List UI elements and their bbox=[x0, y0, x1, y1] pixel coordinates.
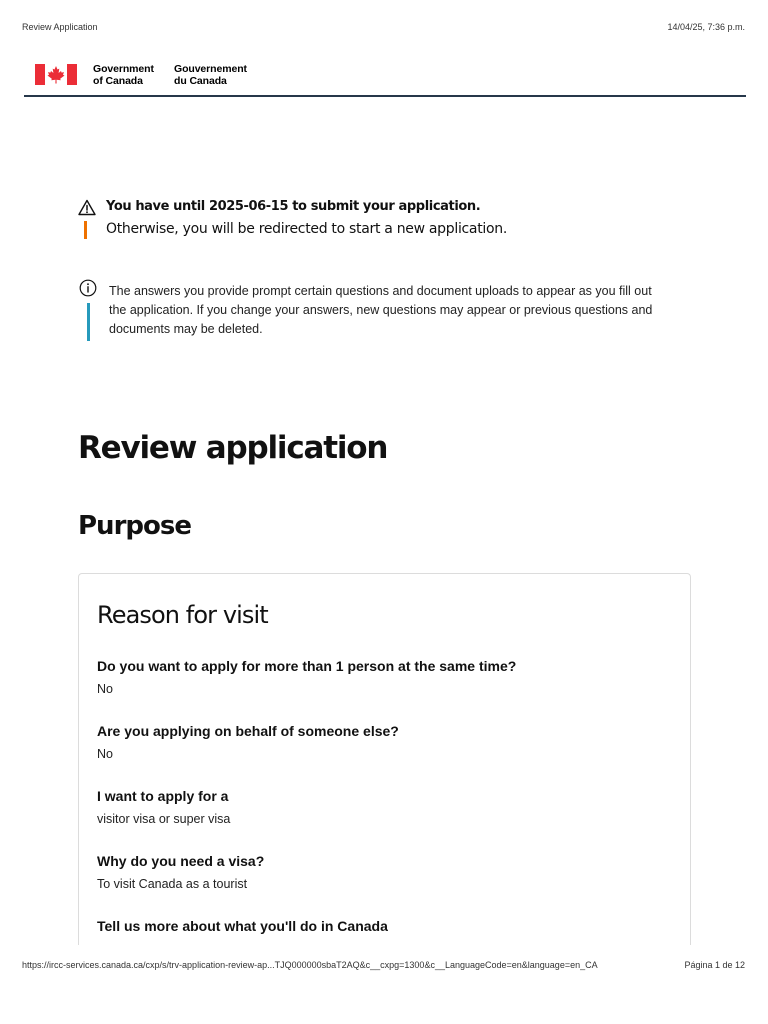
section-title-purpose: Purpose bbox=[78, 511, 191, 541]
review-question: I want to apply for a bbox=[97, 788, 229, 804]
signature-english-line-1: Government bbox=[93, 63, 154, 75]
info-accent-bar bbox=[87, 303, 90, 341]
card-title: Reason for visit bbox=[97, 601, 268, 629]
info-circle-icon bbox=[79, 279, 97, 297]
review-question: Do you want to apply for more than 1 person at the same time? bbox=[97, 658, 517, 674]
page-title: Review application bbox=[78, 430, 388, 466]
signature-french bbox=[174, 63, 247, 87]
reason-for-visit-card bbox=[78, 573, 691, 974]
warning-body: Otherwise, you will be redirected to start a new application. bbox=[106, 221, 507, 237]
info-body: The answers you provide prompt certain questions and document uploads to appear as you fill out the application. If you change your answers, new questions may appear or previous questions and documents may be deleted. bbox=[109, 284, 653, 336]
review-answer: No bbox=[97, 682, 113, 696]
review-item-on-behalf bbox=[97, 723, 399, 761]
review-answer: visitor visa or super visa bbox=[97, 812, 231, 826]
review-question: Why do you need a visa? bbox=[97, 853, 265, 869]
signature-french-line-1: Gouvernement bbox=[174, 63, 247, 75]
review-question: Tell us more about what you'll do in Canada bbox=[97, 918, 388, 934]
review-item-apply-for bbox=[97, 788, 230, 826]
review-item-why-visa bbox=[97, 853, 264, 891]
print-footer-url: https://ircc-services.canada.ca/cxp/s/trv-application-review-ap...TJQ000000sbaT2AQ&c__cxpg=1300&c__LanguageCode=en&language=en_CA bbox=[22, 960, 598, 970]
review-answer: To visit Canada as a tourist bbox=[97, 877, 248, 891]
warning-accent-bar bbox=[84, 221, 87, 239]
print-footer-page-number: Página 1 de 12 bbox=[684, 960, 745, 970]
review-answer: No bbox=[97, 747, 113, 761]
government-header bbox=[24, 58, 746, 97]
warning-triangle-icon bbox=[78, 199, 96, 216]
review-item-multiple-persons bbox=[97, 658, 516, 696]
signature-english-line-2: of Canada bbox=[93, 75, 143, 87]
warning-title: You have until 2025-06-15 to submit your application. bbox=[106, 199, 481, 214]
print-header-datetime: 14/04/25, 7:36 p.m. bbox=[667, 22, 745, 32]
review-question: Are you applying on behalf of someone else? bbox=[97, 723, 399, 739]
signature-french-line-2: du Canada bbox=[174, 75, 227, 87]
print-footer bbox=[0, 945, 768, 1024]
review-item-what-in-canada bbox=[97, 918, 388, 942]
signature-english bbox=[93, 63, 154, 87]
print-header-title: Review Application bbox=[22, 22, 98, 32]
canada-flag-icon bbox=[35, 64, 77, 85]
